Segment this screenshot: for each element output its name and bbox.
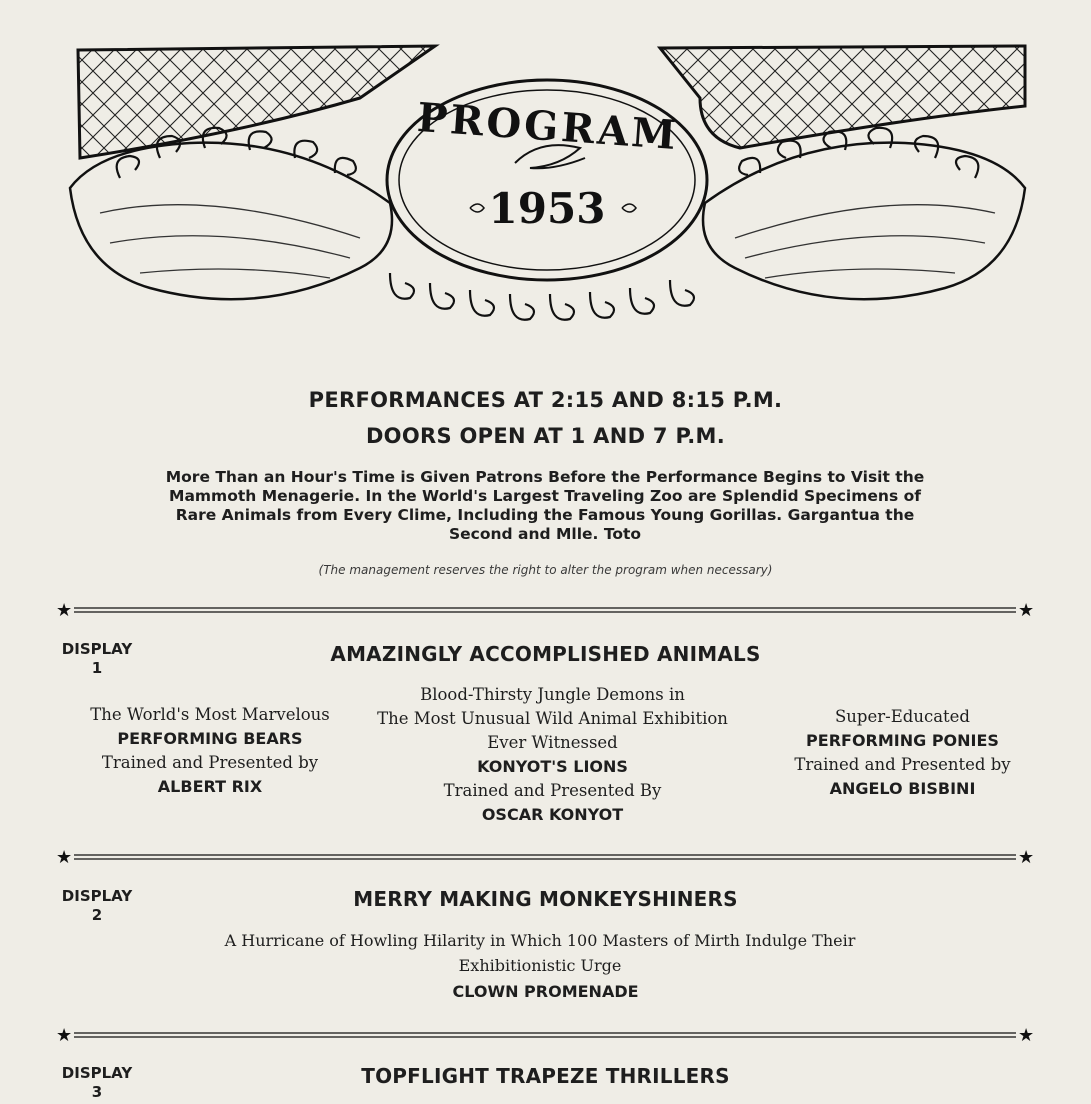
display-word: DISPLAY: [61, 887, 133, 905]
act-trainer: OSCAR KONYOT: [481, 805, 624, 824]
intro-paragraph: More Than an Hour's Time is Given Patrons Before the Performance Begins to Visit the Mammoth Menagerie. In the World's Largest Traveling Zoo are Splendid Specimens of Rare Animals from Every Clime, Including the Famous Young Gorillas. Gargantua the Second and Mlle. Toto: [165, 468, 925, 543]
svg-text:★: ★: [1018, 848, 1035, 866]
star-divider: [56, 1026, 1036, 1044]
svg-text:★: ★: [1018, 601, 1035, 619]
program-header-illustration: [60, 38, 1035, 343]
act-name: PERFORMING BEARS: [117, 729, 303, 748]
left-crosshatch-banner: [78, 46, 435, 158]
act-column-lions: [355, 683, 750, 827]
display-word: DISPLAY: [61, 640, 133, 658]
svg-text:★: ★: [56, 601, 73, 619]
program-year: 1953: [488, 184, 606, 233]
star-divider: [56, 601, 1036, 619]
act-lead: Ever Witnessed: [487, 733, 618, 752]
display-title: TOPFLIGHT TRAPEZE THRILLERS: [361, 1064, 730, 1088]
display-number: 2: [91, 906, 103, 924]
display-title: MERRY MAKING MONKEYSHINERS: [353, 887, 738, 911]
act-lead: The Most Unusual Wild Animal Exhibition: [377, 709, 728, 728]
svg-text:★: ★: [1018, 1026, 1035, 1044]
program-word: PROGRAM: [415, 93, 681, 160]
act-description: [170, 928, 910, 978]
right-drape: [703, 143, 1025, 300]
svg-text:★: ★: [56, 848, 73, 866]
act-description-line: Exhibitionistic Urge: [458, 956, 622, 975]
display-word: DISPLAY: [61, 1064, 133, 1082]
act-credit: Trained and Presented by: [101, 753, 319, 772]
performance-times: PERFORMANCES AT 2:15 AND 8:15 P.M.: [308, 388, 783, 412]
display-number: 3: [91, 1083, 103, 1101]
management-note: (The management reserves the right to alter the program when necessary): [318, 563, 773, 577]
act-lead: Super-Educated: [835, 707, 970, 726]
act-trainer: ANGELO BISBINI: [829, 779, 976, 798]
act-column-ponies: [775, 705, 1030, 801]
act-trainer: ALBERT RIX: [157, 777, 263, 796]
left-drape: [70, 143, 392, 300]
act-credit: Trained and Presented By: [443, 781, 662, 800]
act-name: KONYOT'S LIONS: [477, 757, 628, 776]
act-name: CLOWN PROMENADE: [452, 982, 639, 1001]
act-description-line: A Hurricane of Howling Hilarity in Which 100 Masters of Mirth Indulge Their: [224, 931, 856, 950]
star-divider: [56, 848, 1036, 866]
display-number: 1: [91, 659, 103, 677]
display-title: AMAZINGLY ACCOMPLISHED ANIMALS: [330, 642, 761, 666]
act-lead: The World's Most Marvelous: [90, 705, 330, 724]
act-lead: Blood-Thirsty Jungle Demons in: [420, 685, 685, 704]
doors-open-times: DOORS OPEN AT 1 AND 7 P.M.: [365, 424, 726, 448]
svg-text:★: ★: [56, 1026, 73, 1044]
act-column-bears: [70, 703, 350, 799]
act-credit: Trained and Presented by: [794, 755, 1011, 774]
act-name: PERFORMING PONIES: [806, 731, 999, 750]
